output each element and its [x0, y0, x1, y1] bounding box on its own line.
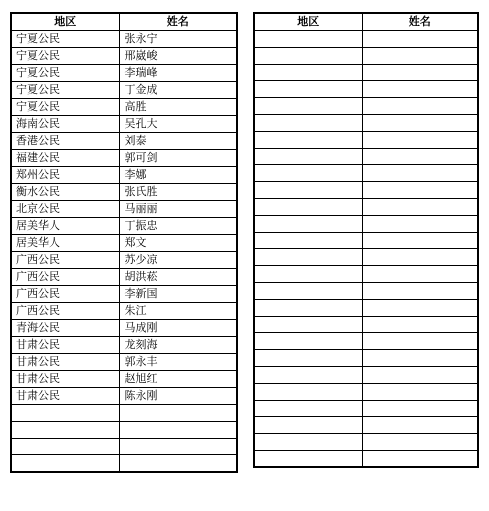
table-row [254, 366, 478, 383]
region-cell: 青海公民 [11, 320, 119, 337]
table-row [11, 455, 237, 472]
name-cell [362, 350, 478, 367]
table-row [11, 438, 237, 455]
region-cell [254, 81, 362, 98]
region-cell [254, 98, 362, 115]
table-row [11, 354, 237, 371]
name-cell [119, 405, 237, 422]
table-row [11, 421, 237, 438]
table-row [254, 434, 478, 451]
region-cell: 郑州公民 [11, 167, 119, 184]
name-cell: 赵旭红 [119, 371, 237, 388]
table-row [11, 269, 237, 286]
table-row [11, 184, 237, 201]
region-cell [254, 47, 362, 64]
region-cell: 广西公民 [11, 286, 119, 303]
table-row [254, 282, 478, 299]
region-cell [254, 249, 362, 266]
name-cell: 邢崴峻 [119, 48, 237, 65]
header-row [254, 13, 478, 31]
name-cell [362, 316, 478, 333]
table-row [11, 201, 237, 218]
region-cell: 甘肃公民 [11, 388, 119, 405]
name-cell [362, 400, 478, 417]
name-cell [119, 438, 237, 455]
region-cell [254, 131, 362, 148]
region-cell: 居美华人 [11, 235, 119, 252]
table-row [254, 350, 478, 367]
right-table [253, 12, 479, 468]
name-cell [362, 450, 478, 467]
table-row [254, 400, 478, 417]
name-cell [362, 31, 478, 48]
name-cell [362, 434, 478, 451]
table-row [11, 337, 237, 354]
name-cell: 李新国 [119, 286, 237, 303]
table-row [254, 165, 478, 182]
name-cell [362, 131, 478, 148]
region-cell [254, 282, 362, 299]
region-cell [11, 405, 119, 422]
region-cell: 广西公民 [11, 252, 119, 269]
table-row [254, 64, 478, 81]
name-cell [362, 81, 478, 98]
region-cell [11, 455, 119, 472]
name-cell: 张永宁 [119, 31, 237, 48]
table-row [11, 150, 237, 167]
region-cell [254, 232, 362, 249]
region-cell: 广西公民 [11, 303, 119, 320]
table-row [11, 82, 237, 99]
table-row [254, 299, 478, 316]
region-cell [254, 198, 362, 215]
name-cell [362, 299, 478, 316]
region-cell [254, 266, 362, 283]
table-row [254, 249, 478, 266]
table-row [254, 316, 478, 333]
region-cell: 居美华人 [11, 218, 119, 235]
region-cell: 海南公民 [11, 116, 119, 133]
name-cell [362, 215, 478, 232]
region-cell [254, 366, 362, 383]
name-cell [362, 266, 478, 283]
name-cell [362, 64, 478, 81]
name-cell [362, 366, 478, 383]
name-cell [362, 249, 478, 266]
table-row [254, 266, 478, 283]
table-row [254, 215, 478, 232]
region-cell [254, 450, 362, 467]
region-cell [11, 421, 119, 438]
table-row [11, 65, 237, 82]
region-cell [254, 31, 362, 48]
name-cell: 李娜 [119, 167, 237, 184]
name-cell: 郭可剑 [119, 150, 237, 167]
region-cell: 福建公民 [11, 150, 119, 167]
name-cell [362, 333, 478, 350]
region-cell [254, 333, 362, 350]
region-cell [254, 182, 362, 199]
region-cell [254, 417, 362, 434]
region-cell [254, 434, 362, 451]
name-cell: 郑文 [119, 235, 237, 252]
name-cell: 李瑞峰 [119, 65, 237, 82]
region-cell: 甘肃公民 [11, 337, 119, 354]
region-cell: 广西公民 [11, 269, 119, 286]
name-cell [362, 198, 478, 215]
region-cell: 北京公民 [11, 201, 119, 218]
region-cell: 宁夏公民 [11, 82, 119, 99]
name-cell: 吴孔大 [119, 116, 237, 133]
table-row [254, 98, 478, 115]
name-cell [362, 383, 478, 400]
name-cell: 龙刻海 [119, 337, 237, 354]
name-cell [362, 182, 478, 199]
table-row [254, 114, 478, 131]
name-cell: 丁金成 [119, 82, 237, 99]
table-row [254, 131, 478, 148]
region-cell [254, 383, 362, 400]
table-row [11, 99, 237, 116]
region-cell [11, 438, 119, 455]
name-cell [362, 148, 478, 165]
region-cell: 宁夏公民 [11, 31, 119, 48]
table-row [254, 417, 478, 434]
region-cell: 甘肃公民 [11, 371, 119, 388]
table-row [254, 232, 478, 249]
name-cell: 郭永丰 [119, 354, 237, 371]
region-cell [254, 316, 362, 333]
region-cell: 宁夏公民 [11, 99, 119, 116]
name-cell [362, 232, 478, 249]
region-cell: 宁夏公民 [11, 65, 119, 82]
name-cell [362, 417, 478, 434]
region-cell [254, 400, 362, 417]
name-cell [119, 455, 237, 472]
name-cell [362, 47, 478, 64]
region-cell [254, 165, 362, 182]
table-row [254, 81, 478, 98]
table-row [11, 31, 237, 48]
table-row [11, 405, 237, 422]
name-cell: 苏少凉 [119, 252, 237, 269]
right-table-body [254, 31, 478, 468]
name-cell [362, 165, 478, 182]
name-cell: 胡洪菘 [119, 269, 237, 286]
table-row [254, 148, 478, 165]
region-cell [254, 215, 362, 232]
table-row [11, 133, 237, 150]
name-cell [362, 282, 478, 299]
region-cell [254, 64, 362, 81]
left-table [10, 12, 238, 473]
left-table-body [11, 31, 237, 472]
region-cell [254, 299, 362, 316]
table-row [254, 182, 478, 199]
table-row [11, 320, 237, 337]
table-row [11, 388, 237, 405]
region-cell: 甘肃公民 [11, 354, 119, 371]
name-cell: 刘泰 [119, 133, 237, 150]
name-cell: 马成刚 [119, 320, 237, 337]
name-cell: 高胜 [119, 99, 237, 116]
name-cell: 丁振忠 [119, 218, 237, 235]
name-cell: 朱江 [119, 303, 237, 320]
table-row [11, 116, 237, 133]
region-cell [254, 350, 362, 367]
region-cell: 香港公民 [11, 133, 119, 150]
name-cell [119, 421, 237, 438]
table-row [254, 333, 478, 350]
table-row [11, 371, 237, 388]
table-row [254, 47, 478, 64]
header-row [11, 13, 237, 31]
table-row [11, 286, 237, 303]
column-header-region: 地区 [254, 13, 362, 31]
name-cell [362, 114, 478, 131]
table-row [11, 218, 237, 235]
table-row [254, 450, 478, 467]
name-cell: 陈永刚 [119, 388, 237, 405]
name-cell: 马丽丽 [119, 201, 237, 218]
table-row [11, 235, 237, 252]
column-header-name: 姓名 [362, 13, 478, 31]
table-row [254, 198, 478, 215]
table-row [254, 383, 478, 400]
table-row [11, 167, 237, 184]
name-cell [362, 98, 478, 115]
region-cell [254, 148, 362, 165]
region-cell: 宁夏公民 [11, 48, 119, 65]
column-header-name: 姓名 [119, 13, 237, 31]
name-cell: 张氏胜 [119, 184, 237, 201]
region-cell: 衡水公民 [11, 184, 119, 201]
table-row [11, 252, 237, 269]
table-row [11, 48, 237, 65]
table-row [254, 31, 478, 48]
region-cell [254, 114, 362, 131]
column-header-region: 地区 [11, 13, 119, 31]
table-row [11, 303, 237, 320]
